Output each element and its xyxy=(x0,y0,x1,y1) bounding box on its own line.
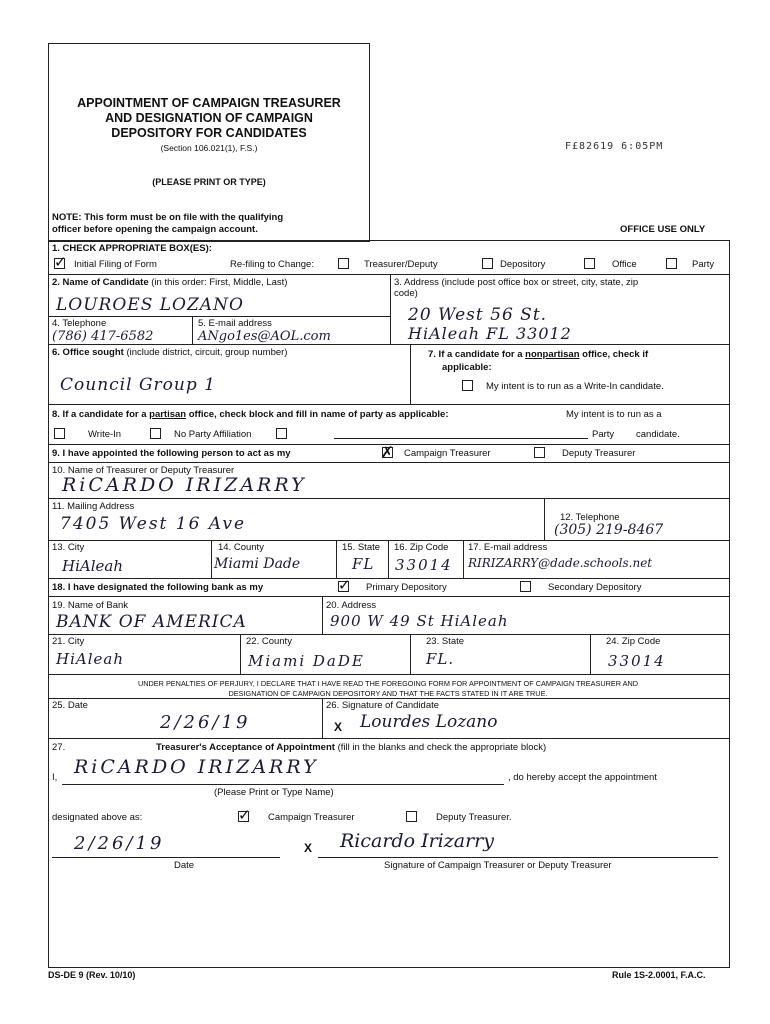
acceptance-campaign-treasurer-check-mark: ✓ xyxy=(238,806,251,824)
date-time-stamp: F£82619 6:05PM xyxy=(565,141,664,152)
refiling-label: Re-filing to Change: xyxy=(230,259,314,270)
bank-state-value[interactable]: FL. xyxy=(426,650,455,668)
campaign-treasurer-label: Campaign Treasurer xyxy=(404,448,491,459)
treasurer-county-value[interactable]: Miami Dade xyxy=(214,556,301,572)
candidate-address-label-2: code) xyxy=(394,288,418,299)
bank-designate-label: 18. I have designated the following bank as my xyxy=(52,582,264,593)
party-label-text: Party xyxy=(592,429,615,440)
party-name-line[interactable] xyxy=(334,438,588,439)
acceptance-signature-value[interactable]: Ricardo Irizarry xyxy=(340,830,494,852)
acceptance-deputy-treasurer-label: Deputy Treasurer. xyxy=(436,812,512,823)
statute-reference: (Section 106.021(1), F.S.) xyxy=(160,143,258,153)
deputy-treasurer-label: Deputy Treasurer xyxy=(562,448,636,459)
treasurer-state-value[interactable]: FL xyxy=(352,555,375,573)
candidate-address-label: 3. Address (include post office box or street, city, state, zip xyxy=(394,277,639,288)
treasurer-name-value[interactable]: RiCARDO IRIZARRY xyxy=(62,474,307,496)
office-label: Office xyxy=(612,259,637,270)
accept-text: , do hereby accept the appointment xyxy=(508,772,657,783)
deputy-treasurer-checkbox[interactable] xyxy=(534,447,545,458)
treasurer-telephone-value[interactable]: (305) 219-8467 xyxy=(554,522,664,538)
treasurer-name-label: 10. Name of Treasurer or Deputy Treasurer xyxy=(52,465,235,476)
bank-name-value[interactable]: BANK OF AMERICA xyxy=(56,612,247,632)
candidate-label-text: candidate. xyxy=(636,429,680,440)
office-sought-label: 6. Office sought (include district, circuit, group number) xyxy=(52,347,288,358)
write-in-intent-label: My intent is to run as a Write-In candidate. xyxy=(486,381,664,392)
candidate-telephone-label: 4. Telephone xyxy=(52,318,107,329)
designated-above-label: designated above as: xyxy=(52,812,143,823)
partisan-intent-label: My intent is to run as a xyxy=(566,409,662,420)
bank-zip-label: 24. Zip Code xyxy=(606,636,661,647)
check-boxes-label: 1. CHECK APPROPRIATE BOX(ES): xyxy=(52,243,212,254)
partisan-write-in-label: Write-In xyxy=(88,429,122,440)
bank-city-value[interactable]: HiAleah xyxy=(56,650,124,668)
treasurer-email-label: 17. E-mail address xyxy=(468,542,548,553)
secondary-depository-checkbox[interactable] xyxy=(520,581,531,592)
candidate-name-label: 2. Name of Candidate (in this order: First, Middle, Last) xyxy=(52,277,288,288)
candidate-name-value[interactable]: LOUROES LOZANO xyxy=(56,295,244,315)
treasurer-zip-label: 16. Zip Code xyxy=(394,542,449,553)
treasurer-county-label: 14. County xyxy=(218,542,264,553)
candidate-signature-label: 26. Signature of Candidate xyxy=(326,700,440,711)
bank-county-value[interactable]: Miami DaDE xyxy=(248,652,365,670)
candidate-email-value[interactable]: ANgo1es@AOL.com xyxy=(198,329,331,344)
candidate-address-line-2[interactable]: HiAleah FL 33012 xyxy=(408,324,572,343)
bank-zip-value[interactable]: 33014 xyxy=(608,652,666,670)
candidate-date-value[interactable]: 2/26/19 xyxy=(160,712,251,733)
acceptance-title-line: Treasurer's Acceptance of Appointment (fill in the blanks and check the appropriate block) xyxy=(156,742,547,753)
treasurer-zip-value[interactable]: 33014 xyxy=(395,556,453,574)
campaign-treasurer-check-mark: ✗ xyxy=(381,443,394,461)
acceptance-number: 27. xyxy=(52,742,66,753)
treasurer-state-label: 15. State xyxy=(342,542,381,553)
acceptance-campaign-treasurer-label: Campaign Treasurer xyxy=(268,812,355,823)
bank-city-label: 21. City xyxy=(52,636,85,647)
treasurer-deputy-checkbox[interactable] xyxy=(338,258,349,269)
primary-depository-label: Primary Depository xyxy=(366,582,447,593)
appoint-label: 9. I have appointed the following person to act as my xyxy=(52,448,291,459)
office-checkbox[interactable] xyxy=(584,258,595,269)
office-sought-value[interactable]: Council Group 1 xyxy=(60,375,216,395)
party-candidate-checkbox[interactable] xyxy=(276,428,287,439)
treasurer-city-label: 13. City xyxy=(52,542,85,553)
perjury-line-1: UNDER PENALTIES OF PERJURY, I DECLARE THAT I HAVE READ THE FOREGOING FORM FOR APPOINTMENT OF CAMPAIGN TREASURER AND xyxy=(137,679,639,688)
bank-address-label: 20. Address xyxy=(326,600,377,611)
initial-filing-check-mark: ✓ xyxy=(54,253,67,271)
candidate-address-line-1[interactable]: 20 West 56 St. xyxy=(408,305,548,325)
acceptance-date-value[interactable]: 2/26/19 xyxy=(74,833,165,854)
acceptance-date-line xyxy=(52,857,280,858)
form-number: DS-DE 9 (Rev. 10/10) xyxy=(48,970,136,980)
acceptance-i: I, xyxy=(52,772,58,783)
office-use-only: OFFICE USE ONLY xyxy=(620,224,706,235)
bank-state-label: 23. State xyxy=(426,636,465,647)
nonpartisan-write-in-checkbox[interactable] xyxy=(462,380,473,391)
perjury-line-2: DESIGNATION OF CAMPAIGN DEPOSITORY AND THAT THE FACTS STATED IN IT ARE TRUE. xyxy=(228,689,548,698)
depository-label: Depository xyxy=(500,259,546,270)
mailing-address-value[interactable]: 7405 West 16 Ave xyxy=(60,514,247,534)
candidate-email-label: 5. E-mail address xyxy=(198,318,272,329)
acceptance-signature-x: X xyxy=(304,841,313,855)
candidate-signature-value[interactable]: Lourdes Lozano xyxy=(360,712,498,732)
mailing-address-label: 11. Mailing Address xyxy=(52,501,135,512)
partisan-write-in-checkbox[interactable] xyxy=(54,428,65,439)
acceptance-signature-line xyxy=(318,857,718,858)
treasurer-telephone-label: 12. Telephone xyxy=(560,512,620,523)
partisan-label: 8. If a candidate for a partisan office, check block and fill in name of party as applicable: xyxy=(52,409,449,420)
acceptance-name-value[interactable]: RiCARDO IRIZARRY xyxy=(74,756,319,778)
date-label: 25. Date xyxy=(52,700,88,711)
npa-label: No Party Affiliation xyxy=(174,429,252,440)
depository-checkbox[interactable] xyxy=(482,258,493,269)
secondary-depository-label: Secondary Depository xyxy=(548,582,642,593)
acceptance-name-line xyxy=(62,784,504,785)
initial-filing-label: Initial Filing of Form xyxy=(74,259,157,270)
treasurer-deputy-label: Treasurer/Deputy xyxy=(364,259,438,270)
print-note: (PLEASE PRINT OR TYPE) xyxy=(152,177,266,187)
bank-address-value[interactable]: 900 W 49 St HiAleah xyxy=(330,612,509,630)
print-name-hint: (Please Print or Type Name) xyxy=(214,787,334,798)
note-line-2: officer before opening the campaign account. xyxy=(52,224,258,235)
party-checkbox[interactable] xyxy=(666,258,677,269)
npa-checkbox[interactable] xyxy=(150,428,161,439)
candidate-telephone-value[interactable]: (786) 417-6582 xyxy=(52,329,154,344)
note-line-1: NOTE: This form must be on file with the qualifying xyxy=(52,212,284,223)
acceptance-signature-label: Signature of Campaign Treasurer or Deputy Treasurer xyxy=(384,860,612,871)
bank-county-label: 22. County xyxy=(246,636,292,647)
acceptance-date-label: Date xyxy=(174,860,195,871)
form-title: APPOINTMENT OF CAMPAIGN TREASURER AND DESIGNATION OF CAMPAIGN DEPOSITORY FOR CANDIDATES xyxy=(77,96,341,140)
acceptance-deputy-treasurer-checkbox[interactable] xyxy=(406,811,417,822)
party-label: Party xyxy=(692,259,715,270)
bank-name-label: 19. Name of Bank xyxy=(52,600,129,611)
candidate-signature-x: X xyxy=(334,720,343,734)
applicable-label: applicable: xyxy=(442,362,492,373)
nonpartisan-label: 7. If a candidate for a nonpartisan office, check if xyxy=(428,349,649,360)
treasurer-city-value[interactable]: HiAleah xyxy=(62,557,123,575)
rule-number: Rule 1S-2.0001, F.A.C. xyxy=(612,970,706,980)
primary-depository-check-mark: ✓ xyxy=(338,576,351,594)
treasurer-email-value[interactable]: RIRIZARRY@dade.schools.net xyxy=(468,556,653,570)
